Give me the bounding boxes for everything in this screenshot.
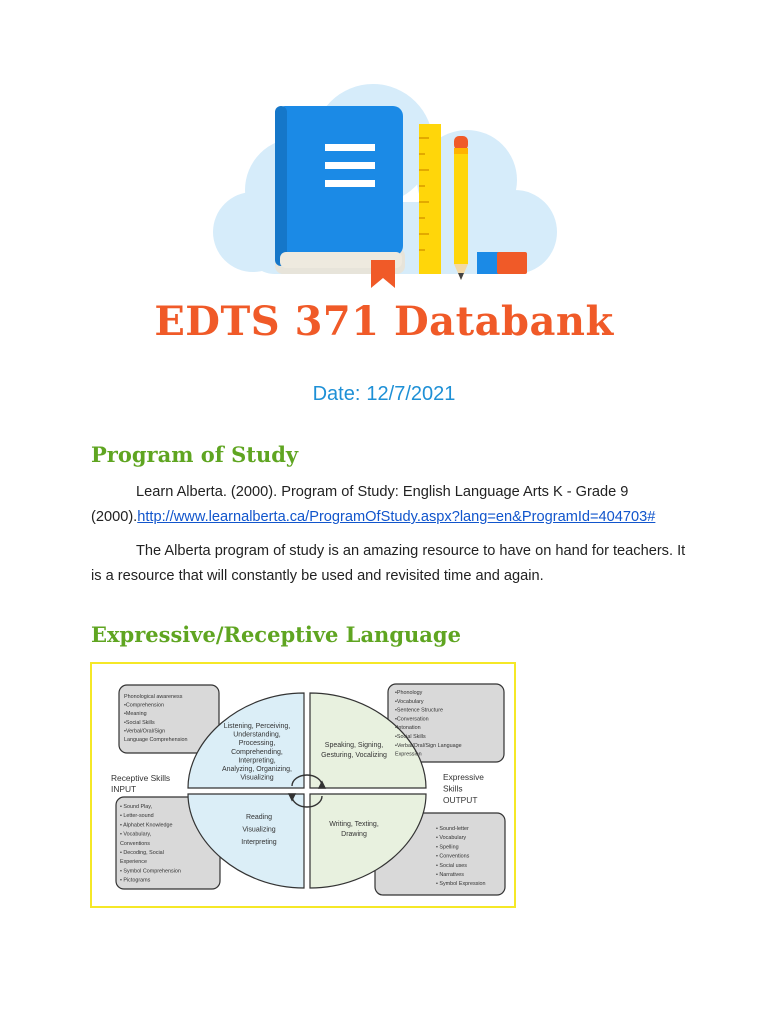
diagram-text-line: INPUT <box>111 784 137 794</box>
section-heading-expressive-receptive-language: Expressive/Receptive Language <box>91 622 461 647</box>
section-heading-program-of-study: Program of Study <box>91 442 299 467</box>
diagram-text-line: Analyzing, Organizing, <box>221 766 293 773</box>
diagram-text-line: • Decoding, Social <box>120 850 164 856</box>
diagram-text-line: Experience <box>120 859 147 866</box>
diagram-text-line: Writing, Texting, <box>329 821 379 828</box>
diagram-text-line: Receptive Skills <box>111 773 171 783</box>
document-date <box>0 383 768 406</box>
diagram-text-line: • Narratives <box>436 872 464 878</box>
diagram-text-line: Comprehending, <box>231 748 283 756</box>
description-text: The Alberta program of study is an amazing resource to have on hand for teachers. It is a resource that will constantly be used and revisited time and again. <box>91 543 686 584</box>
diagram-text-line: Interpreting <box>241 839 277 846</box>
diagram-text-line: Expression <box>395 751 422 758</box>
diagram-text-line: •Meaning <box>124 711 147 718</box>
receptive-skills-label <box>111 773 170 794</box>
diagram-text-line: Conventions <box>120 840 150 847</box>
diagram-text-line: •Verbal/Oral/Sign Language <box>395 742 462 749</box>
eraser-icon <box>477 252 527 274</box>
diagram-text-line: • Vocabulary, <box>120 831 152 838</box>
diagram-text-line: • Letter-sound <box>120 813 154 820</box>
diagram-text-line: •Conversation <box>395 716 429 723</box>
date-label: Date: <box>312 383 361 405</box>
diagram-text-line: Interpreting, <box>238 757 276 765</box>
diagram-text-line: Skills <box>443 783 463 794</box>
diagram-text-line: •Comprehension <box>124 702 164 709</box>
diagram-text-line: Gesturing, Vocalizing <box>321 752 387 759</box>
diagram-text-line: •Phonology <box>395 690 423 696</box>
diagram-text-line: Phonological awareness <box>124 694 183 700</box>
cycle-arrows-icon <box>289 775 325 807</box>
pencil-icon <box>454 136 468 280</box>
citation-text: Learn Alberta. (2000). Program of Study: English Language Arts K - Grade 9 (2000). <box>91 484 629 525</box>
diagram-text-line: • Conventions <box>436 853 470 860</box>
diagram-text-line: • Alphabet Knowledge <box>120 822 173 829</box>
book-icon <box>275 106 405 274</box>
diagram-text-line: •Verbal/Oral/Sign <box>124 728 166 735</box>
diagram-text-line: • Vocabulary <box>436 835 467 842</box>
diagram-text-line: • Sound-letter <box>436 826 469 832</box>
citation-paragraph <box>91 480 691 530</box>
diagram-text-line: Visualizing <box>240 774 274 782</box>
diagram-text-line: Language Comprehension <box>124 737 188 743</box>
diagram-text-line: • Spelling <box>436 844 459 851</box>
quadrant-bottom-left-text <box>241 814 277 846</box>
diagram-text-line: Processing, <box>238 740 276 748</box>
hero-illustration <box>205 82 560 292</box>
diagram-text-line: Speaking, Signing, <box>324 742 384 749</box>
diagram-text-line: • Symbol Expression <box>436 881 486 888</box>
diagram-text-line: • Sound Play, <box>120 804 153 810</box>
diagram-text-line: •Social Skills <box>124 719 155 726</box>
diagram-text-line: • Symbol Comprehension <box>120 868 181 875</box>
diagram-text-line: Reading <box>245 814 273 821</box>
diagram-text-line: Expressive <box>443 772 484 782</box>
ruler-icon <box>419 124 441 274</box>
diagram-text-line: Visualizing <box>242 826 276 834</box>
program-of-study-link[interactable]: http://www.learnalberta.ca/ProgramOfStudy.aspx?lang=en&ProgramId=404703# <box>137 509 656 525</box>
page-title: EDTS 371 Databank <box>154 298 614 345</box>
diagram-text-line: OUTPUT <box>443 795 478 805</box>
diagram-text-line: •Intonation <box>395 725 421 732</box>
diagram-text-line: • Pictograms <box>120 877 151 884</box>
diagram-text-line: •Sentence Structure <box>395 707 444 714</box>
diagram-text-line: • Social uses <box>436 862 467 869</box>
description-paragraph <box>91 539 691 589</box>
language-skills-diagram <box>90 662 516 908</box>
date-value: 12/7/2021 <box>366 383 456 405</box>
bookmark-icon <box>371 260 395 288</box>
diagram-text-line: •Social Skills <box>395 734 426 740</box>
diagram-text-line: Drawing <box>341 831 367 838</box>
diagram-text-line: Understanding, <box>233 731 281 739</box>
diagram-text-line: Listening, Perceiving, <box>223 723 291 730</box>
expressive-skills-label <box>443 772 484 805</box>
diagram-text-line: •Vocabulary <box>395 698 424 705</box>
